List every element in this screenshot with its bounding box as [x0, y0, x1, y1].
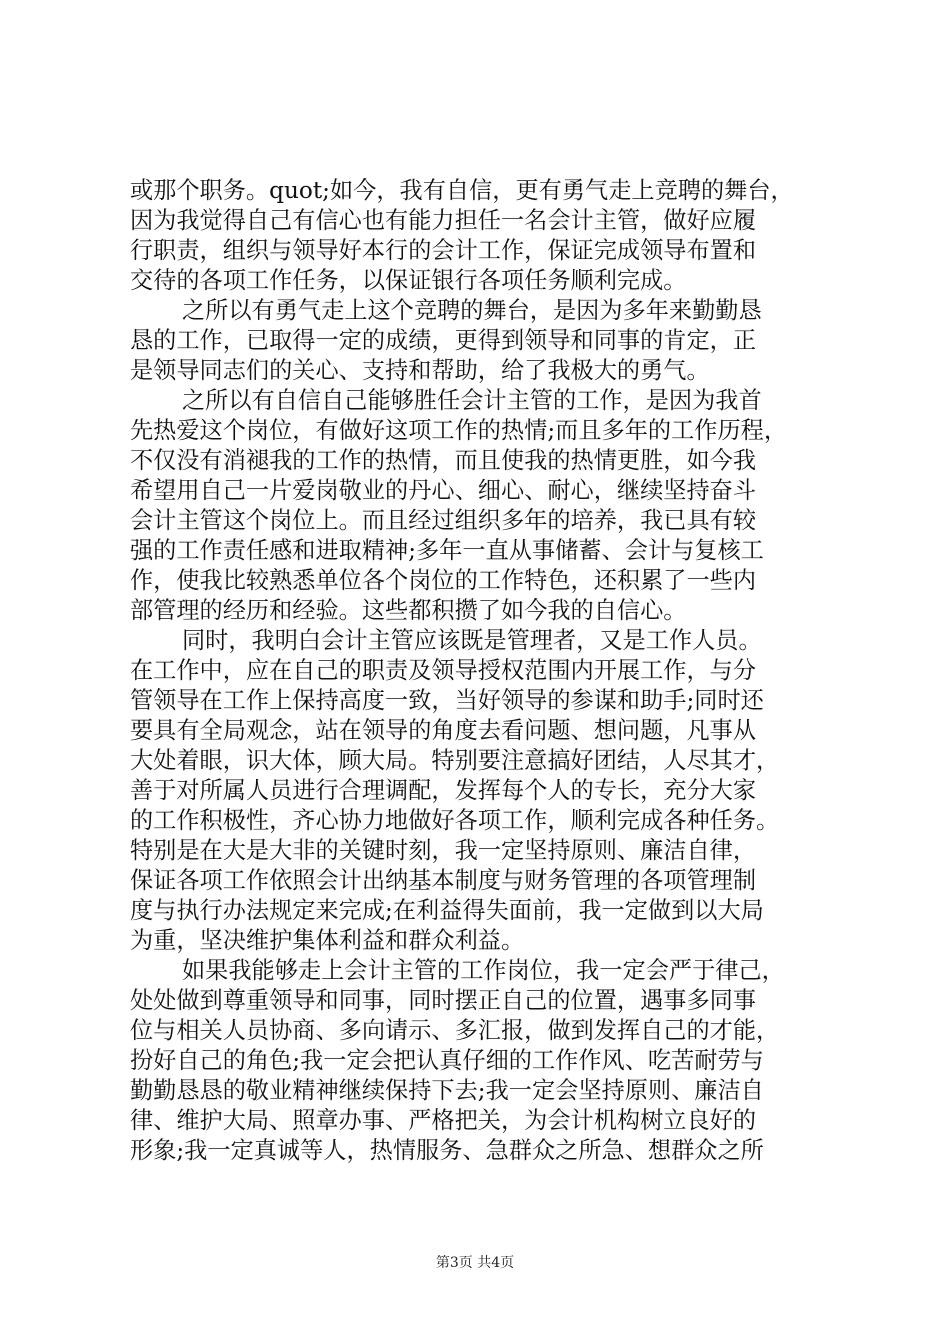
text-line: 位与相关人员协商、多向请示、多汇报，做到发挥自己的才能， — [130, 1017, 780, 1044]
text-line: 在工作中，应在自己的职责及领导授权范围内开展工作，与分 — [130, 657, 757, 684]
text-line: 部管理的经历和经验。这些都积攒了如今我的自信心。 — [130, 597, 687, 624]
text-line: 要具有全局观念，站在领导的角度去看问题、想问题，凡事从 — [130, 717, 757, 744]
text-line: 或那个职务。quot;如今，我有自信，更有勇气走上竞聘的舞台， — [130, 177, 794, 204]
document-body — [130, 176, 832, 1166]
text-line: 的工作积极性，齐心协力地做好各项工作，顺利完成各种任务。 — [130, 807, 780, 834]
text-line: 律、维护大局、照章办事、严格把关，为会计机构树立良好的 — [130, 1107, 757, 1134]
text-line: 度与执行办法规定来完成;在利益得失面前，我一定做到以大局 — [130, 897, 764, 924]
text-line: 大处着眼，识大体，顾大局。特别要注意搞好团结，人尽其才， — [130, 747, 780, 774]
text-line: 形象;我一定真诚等人，热情服务、急群众之所急、想群众之所 — [130, 1137, 764, 1164]
text-line: 扮好自己的角色;我一定会把认真仔细的工作作风、吃苦耐劳与 — [130, 1047, 764, 1074]
text-line: 善于对所属人员进行合理调配，发挥每个人的专长，充分大家 — [130, 777, 757, 804]
text-line: 希望用自己一片爱岗敬业的丹心、细心、耐心，继续坚持奋斗 — [130, 477, 757, 504]
paragraph-first-line: 之所以有勇气走上这个竞聘的舞台，是因为多年来勤勤恳 — [182, 297, 762, 324]
text-line: 处处做到尊重领导和同事，同时摆正自己的位置，遇事多同事 — [130, 987, 757, 1014]
text-line: 交待的各项工作任务，以保证银行各项任务顺利完成。 — [130, 267, 687, 294]
text-line: 行职责，组织与领导好本行的会计工作，保证完成领导布置和 — [130, 237, 757, 264]
text-line: 恳的工作，已取得一定的成绩，更得到领导和同事的肯定，正 — [130, 327, 757, 354]
text-line: 管领导在工作上保持高度一致，当好领导的参谋和助手;同时还 — [130, 687, 764, 714]
text-line: 先热爱这个岗位，有做好这项工作的热情;而且多年的工作历程， — [130, 417, 788, 444]
text-line: 会计主管这个岗位上。而且经过组织多年的培养，我已具有较 — [130, 507, 757, 534]
text-line: 特别是在大是大非的关键时刻，我一定坚持原则、廉洁自律， — [130, 837, 757, 864]
page-number-footer: 第3页 共4页 — [435, 1255, 515, 1271]
paragraph-first-line: 同时，我明白会计主管应该既是管理者，又是工作人员。 — [182, 627, 762, 654]
text-line: 勤勤恳恳的敬业精神继续保持下去;我一定会坚持原则、廉洁自 — [130, 1077, 764, 1104]
text-line: 不仅没有消褪我的工作的热情，而且使我的热情更胜，如今我 — [130, 447, 757, 474]
text-line: 作，使我比较熟悉单位各个岗位的工作特色，还积累了一些内 — [130, 567, 757, 594]
text-line: 因为我觉得自己有信心也有能力担任一名会计主管，做好应履 — [130, 207, 757, 234]
text-line: 保证各项工作依照会计出纳基本制度与财务管理的各项管理制 — [130, 867, 757, 894]
text-line: 强的工作责任感和进取精神;多年一直从事储蓄、会计与复核工 — [130, 537, 764, 564]
text-line: 是领导同志们的关心、支持和帮助，给了我极大的勇气。 — [130, 357, 710, 384]
paragraph-first-line: 如果我能够走上会计主管的工作岗位，我一定会严于律己， — [182, 957, 785, 984]
paragraph-first-line: 之所以有自信自己能够胜任会计主管的工作，是因为我首 — [182, 387, 762, 414]
text-line: 为重，坚决维护集体利益和群众利益。 — [130, 927, 525, 954]
